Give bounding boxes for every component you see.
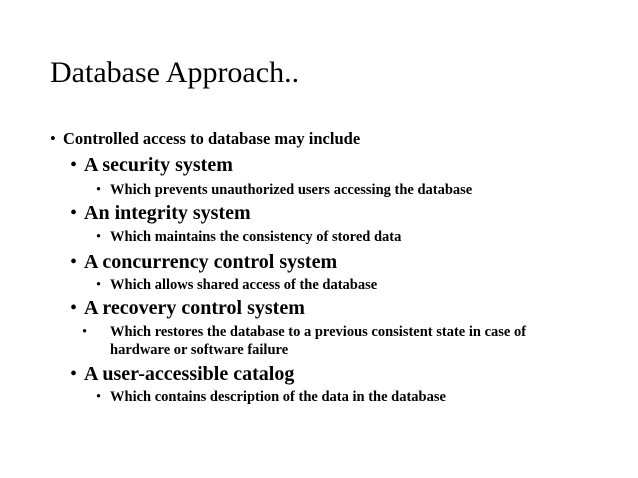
bullet-text: Which maintains the consistency of stored data <box>110 229 402 245</box>
bullet-level2-security <box>70 153 233 177</box>
bullet-text: Which contains description of the data in the database <box>110 389 446 405</box>
bullet-level3-integrity-desc <box>96 228 401 246</box>
bullet-text: A user-accessible catalog <box>84 363 295 385</box>
bullet-level2-recovery <box>70 296 305 320</box>
bullet-text: Which allows shared access of the database <box>110 277 378 293</box>
bullet-icon: • <box>70 251 78 273</box>
bullet-text: An integrity system <box>84 202 251 224</box>
bullet-level3-catalog-desc <box>96 388 446 406</box>
bullet-icon: • <box>70 202 78 224</box>
bullet-level3-security-desc <box>96 181 472 199</box>
bullet-icon: • <box>96 182 102 198</box>
bullet-icon: • <box>82 324 88 340</box>
bullet-text: Controlled access to database may include <box>63 129 361 148</box>
bullet-icon: • <box>96 389 102 405</box>
bullet-icon: • <box>70 363 78 385</box>
bullet-text: A recovery control system <box>84 297 305 319</box>
bullet-level1-intro <box>50 129 360 149</box>
bullet-text: Which restores the database to a previous consistent state in case of hardware or software failure <box>110 324 527 358</box>
bullet-level2-integrity <box>70 201 251 225</box>
bullet-level2-concurrency <box>70 250 337 274</box>
bullet-text: Which prevents unauthorized users accessing the database <box>110 182 473 198</box>
bullet-icon: • <box>50 129 56 148</box>
bullet-level3-recovery-desc <box>82 323 580 359</box>
bullet-level2-catalog <box>70 362 294 386</box>
bullet-icon: • <box>96 277 102 293</box>
bullet-level3-concurrency-desc <box>96 276 377 294</box>
bullet-icon: • <box>96 229 102 245</box>
bullet-text: A security system <box>84 154 233 176</box>
bullet-icon: • <box>70 154 78 176</box>
bullet-text: A concurrency control system <box>84 251 338 273</box>
bullet-icon: • <box>70 297 78 319</box>
slide-title: Database Approach.. <box>50 56 300 89</box>
